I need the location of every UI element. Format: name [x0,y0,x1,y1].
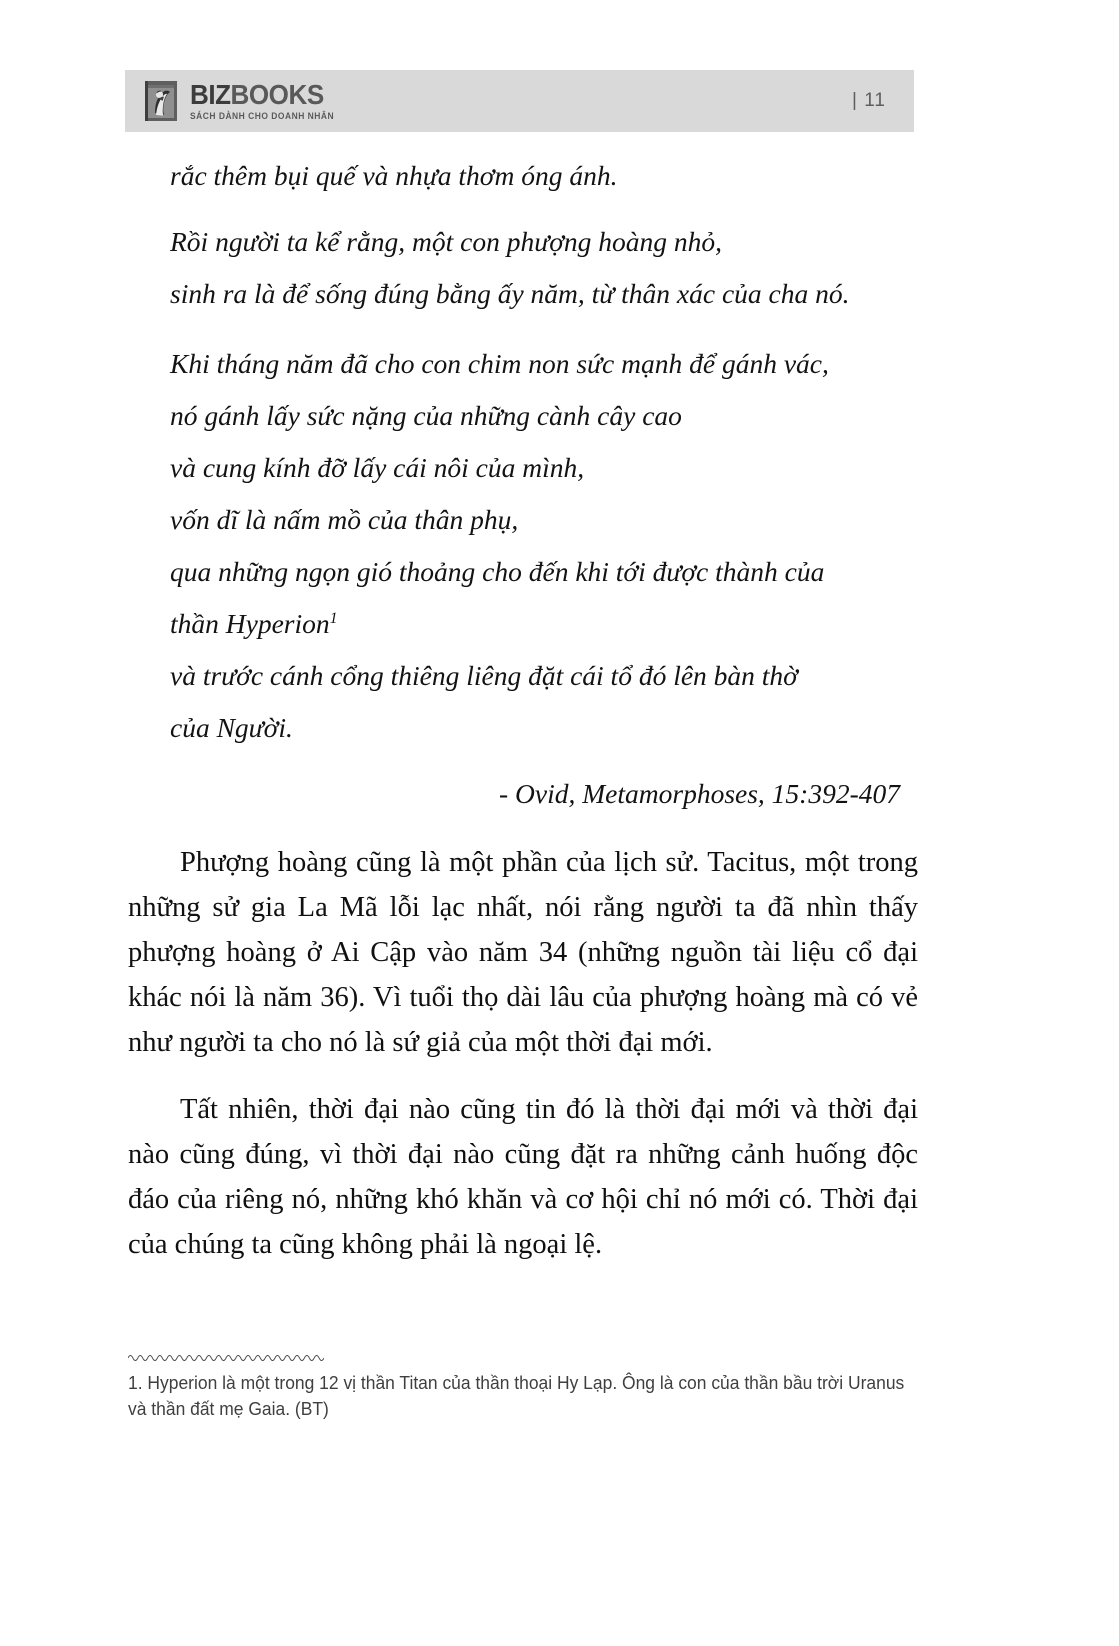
brand-title-books: BOOKS [230,78,324,110]
verse-stanza-2 [128,226,918,310]
verse-line: vốn dĩ là nấm mồ của thân phụ, [170,504,519,535]
brand-title [190,78,336,110]
verse-line: của Người. [170,712,293,743]
verse-line: qua những ngọn gió thoảng cho đến khi tới được thành của [170,556,825,587]
footnote-text: 1. Hyperion là một trong 12 vị thần Titan của thần thoại Hy Lạp. Ông là con của thần bầu trời Uranus và thần đất mẹ Gaia. (BT) [128,1373,905,1420]
page-number: | 11 [852,90,886,111]
brand-title-biz: BIZ [190,78,231,110]
verse-line: rắc thêm bụi quế và nhựa thơm óng ánh. [170,160,618,191]
footnote-area [128,1352,918,1422]
book-emblem-icon [143,79,181,123]
page-header-band [125,70,914,132]
brand-tagline: SÁCH DÀNH CHO DOANH NHÂN [190,110,335,121]
verse-line: và trước cánh cổng thiêng liêng đặt cái tổ đó lên bàn thờ [170,660,798,691]
footnote-reference-marker[interactable]: 1 [329,609,338,627]
footnote-separator-wavy-rule [128,1352,324,1362]
verse-line: nó gánh lấy sức nặng của những cành cây cao [170,400,682,431]
verse-stanza-3 [128,348,918,744]
verse-stanza-1 [128,160,918,192]
bizbooks-logo [143,79,347,123]
verse-line-text: thần Hyperion [170,608,330,639]
verse-attribution: - Ovid, Metamorphoses, 15:392-407 [499,778,900,809]
verse-line: và cung kính đỡ lấy cái nôi của mình, [170,452,585,483]
page-content [128,160,918,1267]
verse-line: Rồi người ta kể rằng, một con phượng hoàng nhỏ, [170,226,723,257]
verse-line: sinh ra là để sống đúng bằng ấy năm, từ thân xác của cha nó. [170,278,850,309]
body-paragraph: Tất nhiên, thời đại nào cũng tin đó là thời đại mới và thời đại nào cũng đúng, vì thời đại nào cũng đặt ra những cảnh huống độc đáo của riêng nó, những khó khăn và cơ hội chỉ nó mới có. Thời đại của chúng ta cũng không phải là ngoại lệ. [128,1094,918,1261]
verse-line-with-footnote-ref [128,608,918,640]
brand-wordmark [190,78,347,121]
verse-line: Khi tháng năm đã cho con chim non sức mạnh để gánh vác, [170,348,829,379]
body-paragraph: Phượng hoàng cũng là một phần của lịch sử. Tacitus, một trong những sử gia La Mã lỗi lạc nhất, nói rằng người ta đã nhìn thấy phượng hoàng ở Ai Cập vào năm 34 (những nguồn tài liệu cổ đại khác nói là năm 36). Vì tuổi thọ dài lâu của phượng hoàng mà có vẻ như người ta cho nó là sứ giả của một thời đại mới. [128,847,918,1059]
